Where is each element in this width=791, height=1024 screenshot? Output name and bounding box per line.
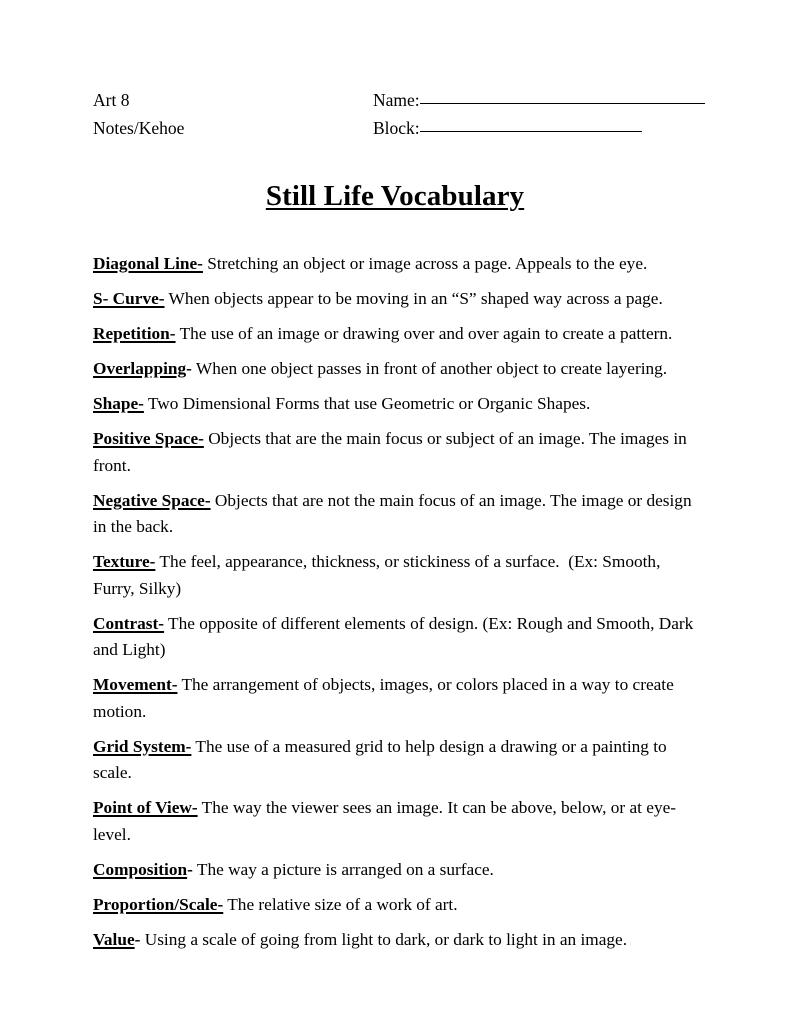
- vocabulary-entry: [93, 672, 697, 725]
- vocabulary-term: Texture-: [93, 552, 156, 572]
- vocabulary-term: Diagonal Line-: [93, 254, 203, 274]
- vocabulary-entry: [93, 356, 697, 383]
- block-write-in-line[interactable]: [420, 131, 642, 132]
- vocabulary-term: Negative Space-: [93, 490, 211, 510]
- vocabulary-term: Movement-: [93, 675, 178, 695]
- vocabulary-entry: [93, 391, 697, 418]
- vocabulary-term: Value: [93, 929, 135, 949]
- vocabulary-definition: The feel, appearance, thickness, or stickiness of a surface. (Ex: Smooth, Furry, Silky): [93, 552, 665, 598]
- block-field-group: [373, 114, 697, 142]
- vocabulary-entry: [93, 321, 697, 348]
- vocabulary-definition: The opposite of different elements of design. (Ex: Rough and Smooth, Dark and Light): [93, 613, 698, 660]
- vocabulary-entry: [93, 795, 697, 848]
- vocabulary-definition: The use of an image or drawing over and over again to create a pattern.: [175, 324, 673, 344]
- vocabulary-entry: [93, 488, 697, 541]
- vocabulary-entry: [93, 892, 697, 919]
- vocabulary-term: Composition: [93, 859, 188, 879]
- vocabulary-entry: [93, 549, 697, 602]
- vocabulary-entry: [93, 611, 697, 664]
- vocabulary-definition: Objects that are not the main focus of an image. The image or design in the back.: [93, 490, 696, 537]
- vocabulary-definition: When objects appear to be moving in an “S” shaped way across a page.: [164, 289, 663, 309]
- vocabulary-term-dash: -: [187, 859, 193, 879]
- vocabulary-term: Proportion/Scale-: [93, 894, 224, 914]
- page-title: [93, 180, 697, 213]
- vocabulary-term: S- Curve-: [93, 289, 165, 309]
- vocabulary-entry: [93, 927, 697, 954]
- vocabulary-definition: The use of a measured grid to help design a drawing or a painting to scale.: [93, 736, 672, 783]
- vocabulary-definition: Two Dimensional Forms that use Geometric or Organic Shapes.: [143, 394, 591, 414]
- vocabulary-term-dash: -: [134, 929, 141, 949]
- document-content: [93, 86, 697, 962]
- course-label: Art 8: [93, 90, 130, 110]
- vocabulary-term-dash: -: [186, 359, 192, 379]
- vocabulary-entry: [93, 286, 697, 313]
- vocabulary-term: Positive Space-: [93, 429, 204, 449]
- vocabulary-term: Shape-: [93, 394, 144, 414]
- vocabulary-term: Repetition-: [93, 324, 176, 344]
- block-label: Block:: [373, 118, 420, 138]
- vocabulary-definition: The way a picture is arranged on a surface.: [192, 859, 494, 879]
- vocabulary-term: Grid System-: [93, 736, 192, 756]
- vocabulary-entry: [93, 734, 697, 787]
- vocabulary-term: Overlapping: [93, 359, 187, 379]
- vocabulary-definition: Objects that are the main focus or subject of an image. The images in front.: [93, 429, 692, 475]
- name-field-group: [373, 86, 705, 114]
- page-title-text: Still Life Vocabulary: [265, 180, 525, 212]
- vocabulary-definition: When one object passes in front of another object to create layering.: [191, 359, 668, 379]
- header-row-course: [93, 86, 697, 114]
- vocabulary-definition: Using a scale of going from light to dark, or dark to light in an image.: [140, 929, 628, 949]
- vocabulary-entry: [93, 857, 697, 884]
- name-label: Name:: [373, 90, 420, 110]
- header-row-teacher: [93, 114, 697, 142]
- vocabulary-entry: [93, 426, 697, 479]
- teacher-label: Notes/Kehoe: [93, 118, 185, 138]
- vocabulary-definition: The relative size of a work of art.: [223, 894, 458, 914]
- name-write-in-line[interactable]: [420, 103, 705, 104]
- document-header: [93, 86, 697, 142]
- vocabulary-term: Point of View-: [93, 798, 198, 818]
- vocabulary-term: Contrast-: [93, 613, 165, 633]
- vocabulary-entry: [93, 251, 697, 278]
- vocabulary-definition: The way the viewer sees an image. It can be above, below, or at eye-level.: [93, 798, 677, 844]
- vocabulary-list: [93, 251, 697, 953]
- vocabulary-definition: The arrangement of objects, images, or colors placed in a way to create motion.: [93, 675, 679, 721]
- vocabulary-definition: Stretching an object or image across a page. Appeals to the eye.: [202, 254, 648, 274]
